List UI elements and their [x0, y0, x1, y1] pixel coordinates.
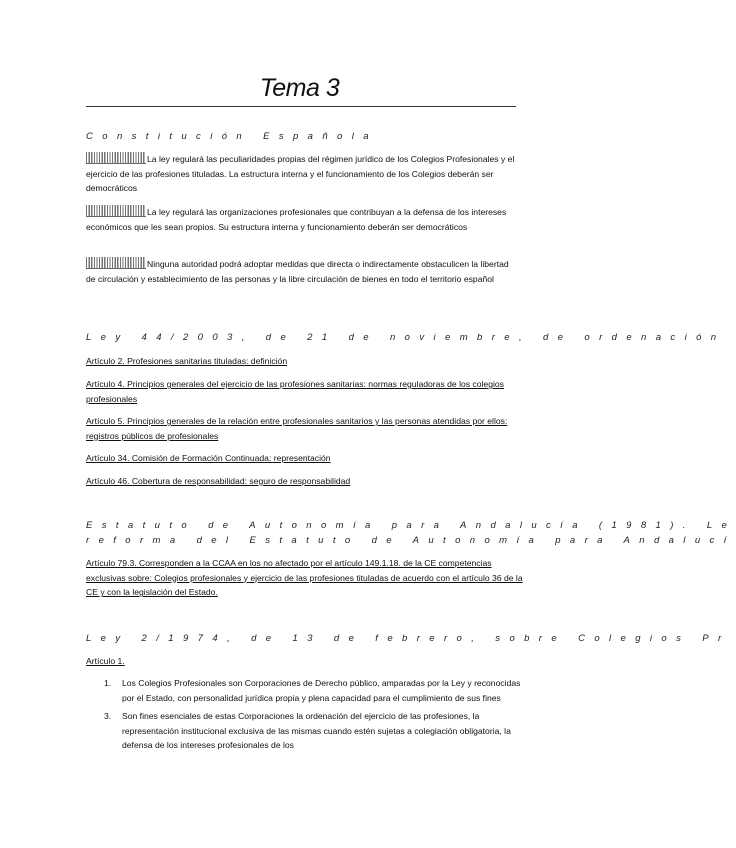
link-articulo-2[interactable]: Artículo 2. Profesiones sanitarias tituladas: definición [86, 356, 288, 366]
link-articulo-79-3[interactable]: Artículo 79.3. Corresponden a la CCAA en los no afectado por el artículo 149.1.18. de la CE competencias exclusivas sobre: Colegios profesionales y ejercicio de las profesiones tituladas de acuerdo con el artículo 36 de la CE y con la legislación del Estado. [86, 558, 523, 598]
link-articulo-5[interactable]: Artículo 5. Principios generales de la relación entre profesionales sanitarios y las personas atendidas por ellos: registros públicos de profesionales [86, 416, 508, 441]
section-heading-constitucion: Constitución Española [86, 131, 378, 142]
section-heading-ley-44-2003: Ley 44/2003, de 21 de noviembre, de ordenación [86, 332, 726, 343]
link-articulo-4[interactable]: Artículo 4. Principios generales del ejercicio de las profesiones sanitarias: normas reguladoras de los colegios profesionales [86, 379, 504, 404]
section-heading-ley-2-1974: Ley 2/1974, de 13 de febrero, sobre Colegios Pr [86, 633, 731, 644]
page-title: Tema 3 [259, 74, 340, 102]
ce-paragraph-3 [86, 257, 518, 286]
list-item-text: Los Colegios Profesionales son Corporaciones de Derecho público, amparadas por la Ley y reconocidas por el Estado, con personalidad jurídica propia y plena capacidad para el cumplimiento de sus fines [122, 678, 521, 703]
article-reference-redacted [86, 205, 146, 217]
list-item-number: 1. [104, 678, 112, 688]
article-reference-redacted [86, 152, 146, 164]
list-item-number: 3. [104, 711, 112, 722]
section-heading-estatuto-line-2: reforma del Estatuto de Autonomía para Andalucí [86, 535, 736, 546]
link-articulo-46[interactable]: Artículo 46. Cobertura de responsabilidad: seguro de responsabilidad [86, 476, 351, 486]
ce-paragraph-1 [86, 152, 518, 196]
list-item-text: Son fines esenciales de estas Corporaciones la ordenación del ejercicio de las profesiones, la representación institucional exclusiva de las mismas cuando estén sujetas a colegiación obligatoria, la defensa de los intereses profesionales de los [122, 711, 511, 751]
list-item [104, 709, 524, 753]
list-item [104, 676, 524, 705]
ce-paragraph-3-text: Ninguna autoridad podrá adoptar medidas que directa o indirectamente obstaculicen la libertad de circulación y establecimiento de las personas y la libre circulación de bienes en todo el territorio español [86, 259, 509, 284]
ce-paragraph-2-text: La ley regulará las organizaciones profesionales que contribuyan a la defensa de los intereses económicos que les sean propios. Su estructura interna y funcionamiento deberán ser democráticos [86, 207, 507, 232]
link-articulo-34[interactable]: Artículo 34. Comisión de Formación Continuada: representación [86, 453, 331, 463]
link-articulo-1[interactable]: Artículo 1. [86, 656, 125, 666]
article-reference-redacted [86, 257, 146, 269]
title-divider [86, 106, 516, 107]
section-heading-estatuto-line-1: Estatuto de Autonomía para Andalucía (1981). Le [86, 520, 736, 531]
ce-paragraph-1-text: La ley regulará las peculiaridades propias del régimen jurídico de los Colegios Profesionales y el ejercicio de las profesiones tituladas. La estructura interna y el funcionamiento de los Colegios deberán ser democráticos [86, 154, 515, 194]
articulo-1-list [104, 676, 524, 757]
ce-paragraph-2 [86, 205, 518, 234]
